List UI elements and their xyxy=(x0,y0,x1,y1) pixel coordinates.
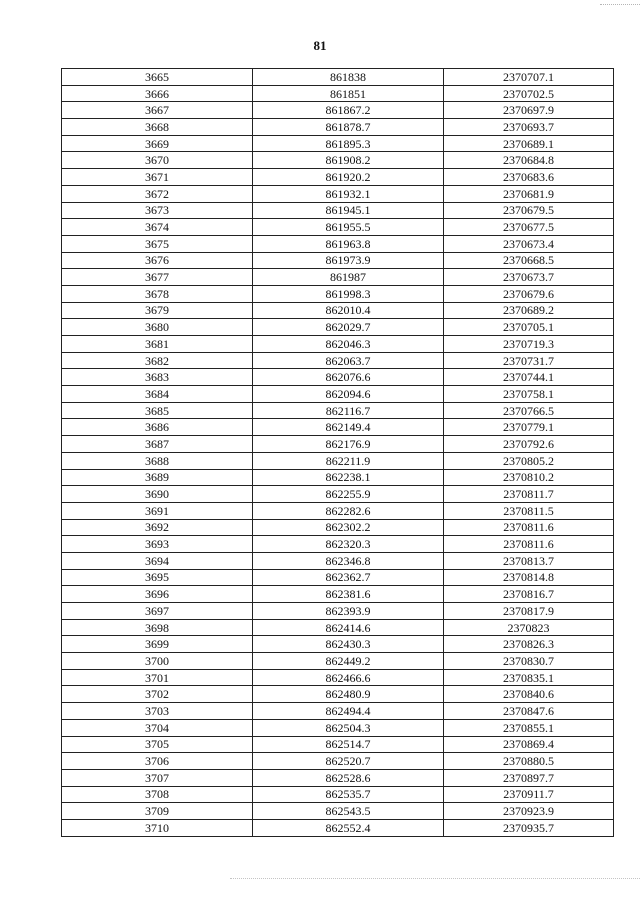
table-row xyxy=(62,302,614,319)
table-row xyxy=(62,269,614,286)
point-number-cell: 3680 xyxy=(62,319,253,336)
y-coordinate-cell: 2370707.1 xyxy=(444,69,614,86)
point-number-cell: 3689 xyxy=(62,469,253,486)
table-row xyxy=(62,819,614,836)
point-number-cell: 3691 xyxy=(62,502,253,519)
point-number-cell: 3692 xyxy=(62,519,253,536)
y-coordinate-cell: 2370705.1 xyxy=(444,319,614,336)
x-coordinate-cell: 861851 xyxy=(253,85,444,102)
x-coordinate-cell: 861963.8 xyxy=(253,235,444,252)
y-coordinate-cell: 2370826.3 xyxy=(444,636,614,653)
table-row xyxy=(62,486,614,503)
point-number-cell: 3686 xyxy=(62,419,253,436)
point-number-cell: 3684 xyxy=(62,386,253,403)
x-coordinate-cell: 862362.7 xyxy=(253,569,444,586)
y-coordinate-cell: 2370923.9 xyxy=(444,803,614,820)
table-row xyxy=(62,502,614,519)
y-coordinate-cell: 2370811.6 xyxy=(444,519,614,536)
x-coordinate-cell: 862320.3 xyxy=(253,536,444,553)
point-number-cell: 3676 xyxy=(62,252,253,269)
x-coordinate-cell: 862528.6 xyxy=(253,769,444,786)
x-coordinate-cell: 862282.6 xyxy=(253,502,444,519)
point-number-cell: 3668 xyxy=(62,119,253,136)
x-coordinate-cell: 862302.2 xyxy=(253,519,444,536)
point-number-cell: 3665 xyxy=(62,69,253,86)
y-coordinate-cell: 2370679.6 xyxy=(444,285,614,302)
point-number-cell: 3694 xyxy=(62,552,253,569)
x-coordinate-cell: 861867.2 xyxy=(253,102,444,119)
table-row xyxy=(62,686,614,703)
point-number-cell: 3710 xyxy=(62,819,253,836)
y-coordinate-cell: 2370811.6 xyxy=(444,536,614,553)
x-coordinate-cell: 861955.5 xyxy=(253,219,444,236)
table-row xyxy=(62,436,614,453)
y-coordinate-cell: 2370835.1 xyxy=(444,669,614,686)
x-coordinate-cell: 862449.2 xyxy=(253,653,444,670)
y-coordinate-cell: 2370683.6 xyxy=(444,169,614,186)
point-number-cell: 3698 xyxy=(62,619,253,636)
table-row xyxy=(62,586,614,603)
table-row xyxy=(62,669,614,686)
y-coordinate-cell: 2370814.8 xyxy=(444,569,614,586)
table-row xyxy=(62,235,614,252)
point-number-cell: 3708 xyxy=(62,786,253,803)
point-number-cell: 3693 xyxy=(62,536,253,553)
table-row xyxy=(62,719,614,736)
point-number-cell: 3674 xyxy=(62,219,253,236)
point-number-cell: 3678 xyxy=(62,285,253,302)
table-row xyxy=(62,219,614,236)
scan-artifact-bottom xyxy=(230,878,640,880)
point-number-cell: 3681 xyxy=(62,336,253,353)
y-coordinate-cell: 2370766.5 xyxy=(444,402,614,419)
table-row xyxy=(62,536,614,553)
x-coordinate-cell: 862552.4 xyxy=(253,819,444,836)
y-coordinate-cell: 2370673.4 xyxy=(444,235,614,252)
table-row xyxy=(62,152,614,169)
x-coordinate-cell: 861973.9 xyxy=(253,252,444,269)
table-row xyxy=(62,619,614,636)
x-coordinate-cell: 862094.6 xyxy=(253,386,444,403)
x-coordinate-cell: 861987 xyxy=(253,269,444,286)
table-row xyxy=(62,452,614,469)
scan-artifact-top xyxy=(600,4,640,6)
table-row xyxy=(62,185,614,202)
point-number-cell: 3705 xyxy=(62,736,253,753)
table-row xyxy=(62,419,614,436)
table-row xyxy=(62,69,614,86)
table-row xyxy=(62,119,614,136)
table-row xyxy=(62,703,614,720)
y-coordinate-cell: 2370813.7 xyxy=(444,552,614,569)
point-number-cell: 3675 xyxy=(62,235,253,252)
table-row xyxy=(62,653,614,670)
table-row xyxy=(62,102,614,119)
y-coordinate-cell: 2370811.7 xyxy=(444,486,614,503)
y-coordinate-cell: 2370689.2 xyxy=(444,302,614,319)
y-coordinate-cell: 2370668.5 xyxy=(444,252,614,269)
x-coordinate-cell: 862063.7 xyxy=(253,352,444,369)
table-row xyxy=(62,352,614,369)
x-coordinate-cell: 862176.9 xyxy=(253,436,444,453)
y-coordinate-cell: 2370869.4 xyxy=(444,736,614,753)
x-coordinate-cell: 862543.5 xyxy=(253,803,444,820)
y-coordinate-cell: 2370935.7 xyxy=(444,819,614,836)
table-row xyxy=(62,252,614,269)
x-coordinate-cell: 861895.3 xyxy=(253,135,444,152)
x-coordinate-cell: 862211.9 xyxy=(253,452,444,469)
y-coordinate-cell: 2370689.1 xyxy=(444,135,614,152)
point-number-cell: 3687 xyxy=(62,436,253,453)
y-coordinate-cell: 2370816.7 xyxy=(444,586,614,603)
x-coordinate-cell: 862029.7 xyxy=(253,319,444,336)
point-number-cell: 3699 xyxy=(62,636,253,653)
y-coordinate-cell: 2370811.5 xyxy=(444,502,614,519)
point-number-cell: 3685 xyxy=(62,402,253,419)
y-coordinate-cell: 2370677.5 xyxy=(444,219,614,236)
y-coordinate-cell: 2370697.9 xyxy=(444,102,614,119)
point-number-cell: 3696 xyxy=(62,586,253,603)
x-coordinate-cell: 861920.2 xyxy=(253,169,444,186)
x-coordinate-cell: 862149.4 xyxy=(253,419,444,436)
y-coordinate-cell: 2370823 xyxy=(444,619,614,636)
x-coordinate-cell: 861998.3 xyxy=(253,285,444,302)
x-coordinate-cell: 862520.7 xyxy=(253,753,444,770)
point-number-cell: 3669 xyxy=(62,135,253,152)
point-number-cell: 3683 xyxy=(62,369,253,386)
point-number-cell: 3673 xyxy=(62,202,253,219)
point-number-cell: 3709 xyxy=(62,803,253,820)
table-row xyxy=(62,202,614,219)
table-row xyxy=(62,552,614,569)
table-row xyxy=(62,786,614,803)
point-number-cell: 3671 xyxy=(62,169,253,186)
y-coordinate-cell: 2370758.1 xyxy=(444,386,614,403)
point-number-cell: 3706 xyxy=(62,753,253,770)
point-number-cell: 3670 xyxy=(62,152,253,169)
x-coordinate-cell: 862076.6 xyxy=(253,369,444,386)
x-coordinate-cell: 862466.6 xyxy=(253,669,444,686)
x-coordinate-cell: 862430.3 xyxy=(253,636,444,653)
table-row xyxy=(62,753,614,770)
y-coordinate-cell: 2370693.7 xyxy=(444,119,614,136)
y-coordinate-cell: 2370880.5 xyxy=(444,753,614,770)
table-row xyxy=(62,803,614,820)
table-row xyxy=(62,769,614,786)
y-coordinate-cell: 2370779.1 xyxy=(444,419,614,436)
coordinates-table-body xyxy=(62,69,614,837)
x-coordinate-cell: 862010.4 xyxy=(253,302,444,319)
table-row xyxy=(62,386,614,403)
table-row xyxy=(62,319,614,336)
point-number-cell: 3701 xyxy=(62,669,253,686)
x-coordinate-cell: 862504.3 xyxy=(253,719,444,736)
table-row xyxy=(62,135,614,152)
y-coordinate-cell: 2370817.9 xyxy=(444,603,614,620)
point-number-cell: 3672 xyxy=(62,185,253,202)
y-coordinate-cell: 2370810.2 xyxy=(444,469,614,486)
x-coordinate-cell: 862480.9 xyxy=(253,686,444,703)
y-coordinate-cell: 2370731.7 xyxy=(444,352,614,369)
point-number-cell: 3702 xyxy=(62,686,253,703)
y-coordinate-cell: 2370830.7 xyxy=(444,653,614,670)
page-number: 81 xyxy=(313,38,327,53)
table-row xyxy=(62,569,614,586)
point-number-cell: 3679 xyxy=(62,302,253,319)
x-coordinate-cell: 862116.7 xyxy=(253,402,444,419)
table-row xyxy=(62,402,614,419)
point-number-cell: 3682 xyxy=(62,352,253,369)
table-row xyxy=(62,85,614,102)
point-number-cell: 3704 xyxy=(62,719,253,736)
y-coordinate-cell: 2370673.7 xyxy=(444,269,614,286)
y-coordinate-cell: 2370792.6 xyxy=(444,436,614,453)
x-coordinate-cell: 862393.9 xyxy=(253,603,444,620)
table-row xyxy=(62,736,614,753)
x-coordinate-cell: 861908.2 xyxy=(253,152,444,169)
y-coordinate-cell: 2370855.1 xyxy=(444,719,614,736)
table-row xyxy=(62,169,614,186)
y-coordinate-cell: 2370719.3 xyxy=(444,336,614,353)
point-number-cell: 3707 xyxy=(62,769,253,786)
point-number-cell: 3667 xyxy=(62,102,253,119)
point-number-cell: 3695 xyxy=(62,569,253,586)
x-coordinate-cell: 861878.7 xyxy=(253,119,444,136)
point-number-cell: 3697 xyxy=(62,603,253,620)
point-number-cell: 3666 xyxy=(62,85,253,102)
y-coordinate-cell: 2370702.5 xyxy=(444,85,614,102)
table-row xyxy=(62,636,614,653)
table-row xyxy=(62,519,614,536)
y-coordinate-cell: 2370679.5 xyxy=(444,202,614,219)
y-coordinate-cell: 2370911.7 xyxy=(444,786,614,803)
coordinates-table xyxy=(61,68,614,837)
x-coordinate-cell: 862238.1 xyxy=(253,469,444,486)
x-coordinate-cell: 862046.3 xyxy=(253,336,444,353)
point-number-cell: 3677 xyxy=(62,269,253,286)
y-coordinate-cell: 2370897.7 xyxy=(444,769,614,786)
x-coordinate-cell: 861932.1 xyxy=(253,185,444,202)
x-coordinate-cell: 862514.7 xyxy=(253,736,444,753)
table-row xyxy=(62,603,614,620)
x-coordinate-cell: 862346.8 xyxy=(253,552,444,569)
y-coordinate-cell: 2370744.1 xyxy=(444,369,614,386)
x-coordinate-cell: 862414.6 xyxy=(253,619,444,636)
y-coordinate-cell: 2370840.6 xyxy=(444,686,614,703)
y-coordinate-cell: 2370681.9 xyxy=(444,185,614,202)
point-number-cell: 3690 xyxy=(62,486,253,503)
y-coordinate-cell: 2370847.6 xyxy=(444,703,614,720)
x-coordinate-cell: 861838 xyxy=(253,69,444,86)
x-coordinate-cell: 862255.9 xyxy=(253,486,444,503)
x-coordinate-cell: 862381.6 xyxy=(253,586,444,603)
point-number-cell: 3700 xyxy=(62,653,253,670)
table-row xyxy=(62,285,614,302)
point-number-cell: 3688 xyxy=(62,452,253,469)
point-number-cell: 3703 xyxy=(62,703,253,720)
y-coordinate-cell: 2370805.2 xyxy=(444,452,614,469)
x-coordinate-cell: 861945.1 xyxy=(253,202,444,219)
y-coordinate-cell: 2370684.8 xyxy=(444,152,614,169)
x-coordinate-cell: 862535.7 xyxy=(253,786,444,803)
x-coordinate-cell: 862494.4 xyxy=(253,703,444,720)
table-row xyxy=(62,469,614,486)
table-row xyxy=(62,336,614,353)
table-row xyxy=(62,369,614,386)
